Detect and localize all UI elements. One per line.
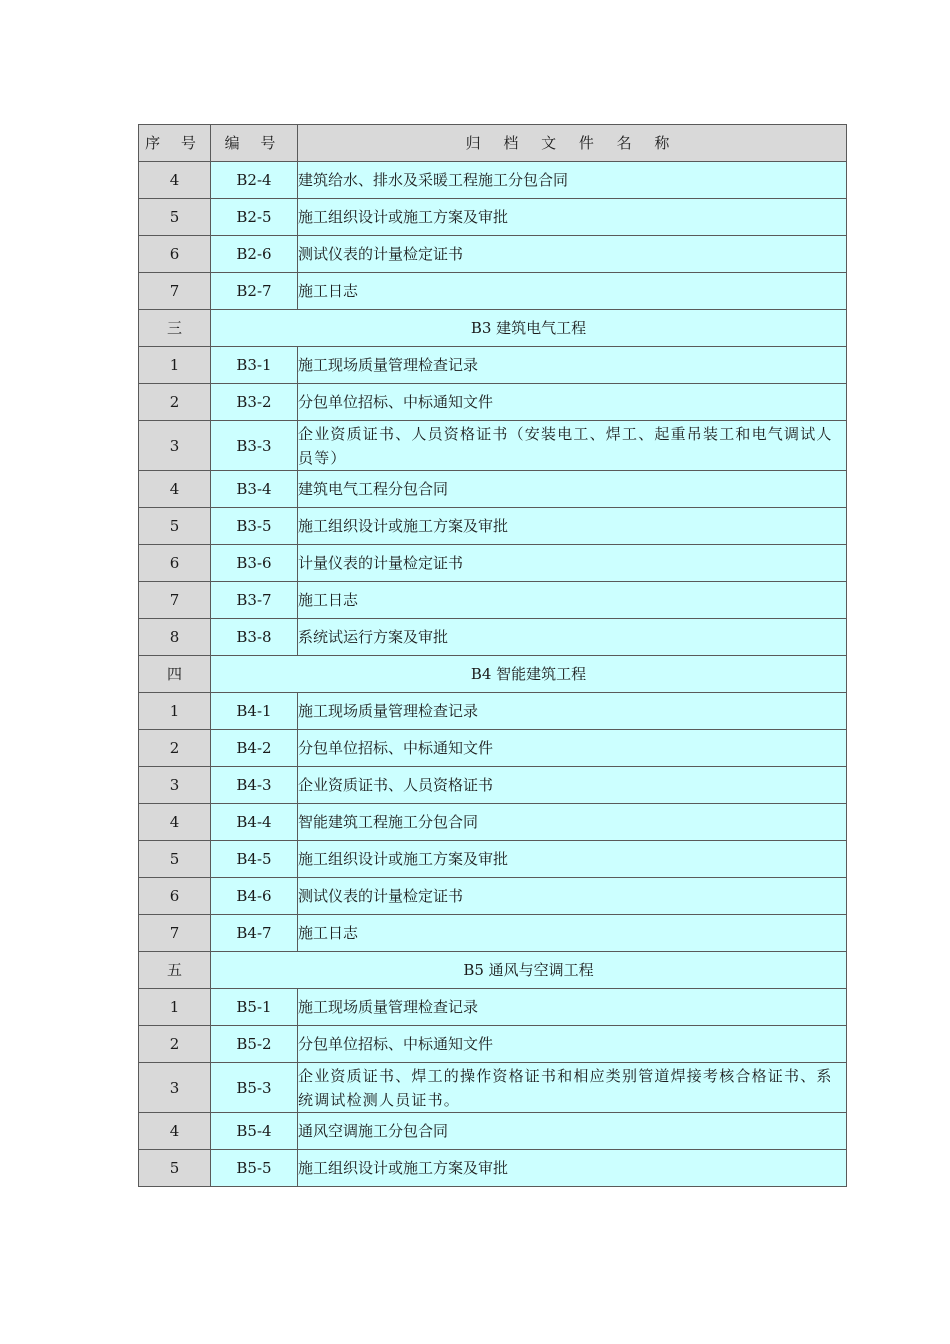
row-code: B4-2 xyxy=(211,730,298,767)
row-file-name: 分包单位招标、中标通知文件 xyxy=(298,384,847,421)
row-file-name: 企业资质证书、人员资格证书 xyxy=(298,767,847,804)
row-seq: 6 xyxy=(139,236,211,273)
row-seq: 1 xyxy=(139,693,211,730)
row-seq: 3 xyxy=(139,767,211,804)
table-body xyxy=(139,162,847,1187)
row-file-name: 施工日志 xyxy=(298,582,847,619)
section-title: B4 智能建筑工程 xyxy=(211,656,847,693)
header-name: 归 档 文 件 名 称 xyxy=(298,125,847,162)
table-row xyxy=(139,582,847,619)
row-code: B4-5 xyxy=(211,841,298,878)
table-row xyxy=(139,1026,847,1063)
row-seq: 7 xyxy=(139,582,211,619)
row-file-name: 施工现场质量管理检查记录 xyxy=(298,347,847,384)
table-header-row xyxy=(139,125,847,162)
row-code: B5-3 xyxy=(211,1063,298,1113)
row-seq: 6 xyxy=(139,545,211,582)
row-code: B3-3 xyxy=(211,421,298,471)
row-code: B4-1 xyxy=(211,693,298,730)
row-file-name: 企业资质证书、人员资格证书（安装电工、焊工、起重吊装工和电气调试人员等） xyxy=(298,421,847,471)
table-row xyxy=(139,1150,847,1187)
table-row xyxy=(139,199,847,236)
table-row xyxy=(139,989,847,1026)
section-number: 四 xyxy=(139,656,211,693)
table-row xyxy=(139,508,847,545)
row-seq: 7 xyxy=(139,915,211,952)
table-row xyxy=(139,471,847,508)
row-file-name: 施工组织设计或施工方案及审批 xyxy=(298,508,847,545)
row-file-name: 施工组织设计或施工方案及审批 xyxy=(298,841,847,878)
row-code: B5-2 xyxy=(211,1026,298,1063)
table-row xyxy=(139,347,847,384)
row-code: B3-5 xyxy=(211,508,298,545)
row-seq: 4 xyxy=(139,1113,211,1150)
table-row xyxy=(139,915,847,952)
row-code: B4-3 xyxy=(211,767,298,804)
row-file-name: 施工现场质量管理检查记录 xyxy=(298,989,847,1026)
row-code: B4-4 xyxy=(211,804,298,841)
row-code: B2-6 xyxy=(211,236,298,273)
table-row xyxy=(139,273,847,310)
row-file-name: 计量仪表的计量检定证书 xyxy=(298,545,847,582)
section-number: 五 xyxy=(139,952,211,989)
row-file-name: 企业资质证书、焊工的操作资格证书和相应类别管道焊接考核合格证书、系统调试检测人员证书。 xyxy=(298,1063,847,1113)
table-row xyxy=(139,804,847,841)
row-code: B5-4 xyxy=(211,1113,298,1150)
section-row xyxy=(139,656,847,693)
row-file-name: 测试仪表的计量检定证书 xyxy=(298,878,847,915)
table-row xyxy=(139,421,847,471)
table-row xyxy=(139,693,847,730)
row-file-name: 施工日志 xyxy=(298,915,847,952)
row-file-name: 建筑电气工程分包合同 xyxy=(298,471,847,508)
section-row xyxy=(139,310,847,347)
row-code: B3-1 xyxy=(211,347,298,384)
table-row xyxy=(139,236,847,273)
row-file-name: 施工现场质量管理检查记录 xyxy=(298,693,847,730)
row-seq: 4 xyxy=(139,471,211,508)
archive-file-table xyxy=(138,124,847,1187)
section-title: B3 建筑电气工程 xyxy=(211,310,847,347)
table-row xyxy=(139,878,847,915)
row-file-name: 通风空调施工分包合同 xyxy=(298,1113,847,1150)
row-seq: 4 xyxy=(139,162,211,199)
row-seq: 5 xyxy=(139,508,211,545)
section-title: B5 通风与空调工程 xyxy=(211,952,847,989)
table-row xyxy=(139,384,847,421)
row-file-name: 施工组织设计或施工方案及审批 xyxy=(298,199,847,236)
row-seq: 8 xyxy=(139,619,211,656)
row-code: B4-7 xyxy=(211,915,298,952)
row-seq: 5 xyxy=(139,199,211,236)
row-seq: 2 xyxy=(139,730,211,767)
row-seq: 3 xyxy=(139,1063,211,1113)
row-code: B5-1 xyxy=(211,989,298,1026)
row-file-name: 建筑给水、排水及采暖工程施工分包合同 xyxy=(298,162,847,199)
row-code: B3-8 xyxy=(211,619,298,656)
row-file-name: 测试仪表的计量检定证书 xyxy=(298,236,847,273)
table-row xyxy=(139,841,847,878)
row-code: B3-4 xyxy=(211,471,298,508)
row-code: B5-5 xyxy=(211,1150,298,1187)
table-row xyxy=(139,1113,847,1150)
row-seq: 2 xyxy=(139,384,211,421)
row-file-name: 智能建筑工程施工分包合同 xyxy=(298,804,847,841)
row-file-name: 施工日志 xyxy=(298,273,847,310)
row-seq: 1 xyxy=(139,347,211,384)
row-file-name: 分包单位招标、中标通知文件 xyxy=(298,730,847,767)
header-seq: 序 号 xyxy=(139,125,211,162)
row-seq: 5 xyxy=(139,841,211,878)
table-row xyxy=(139,545,847,582)
row-seq: 4 xyxy=(139,804,211,841)
row-code: B3-7 xyxy=(211,582,298,619)
row-file-name: 系统试运行方案及审批 xyxy=(298,619,847,656)
row-code: B4-6 xyxy=(211,878,298,915)
row-code: B3-2 xyxy=(211,384,298,421)
row-code: B2-7 xyxy=(211,273,298,310)
row-file-name: 分包单位招标、中标通知文件 xyxy=(298,1026,847,1063)
header-code: 编 号 xyxy=(211,125,298,162)
row-seq: 2 xyxy=(139,1026,211,1063)
row-code: B3-6 xyxy=(211,545,298,582)
table-row xyxy=(139,1063,847,1113)
table-row xyxy=(139,730,847,767)
row-seq: 5 xyxy=(139,1150,211,1187)
row-code: B2-5 xyxy=(211,199,298,236)
section-row xyxy=(139,952,847,989)
row-file-name: 施工组织设计或施工方案及审批 xyxy=(298,1150,847,1187)
row-seq: 1 xyxy=(139,989,211,1026)
table-row xyxy=(139,162,847,199)
row-seq: 3 xyxy=(139,421,211,471)
row-seq: 6 xyxy=(139,878,211,915)
table-row xyxy=(139,767,847,804)
section-number: 三 xyxy=(139,310,211,347)
row-code: B2-4 xyxy=(211,162,298,199)
row-seq: 7 xyxy=(139,273,211,310)
table-row xyxy=(139,619,847,656)
